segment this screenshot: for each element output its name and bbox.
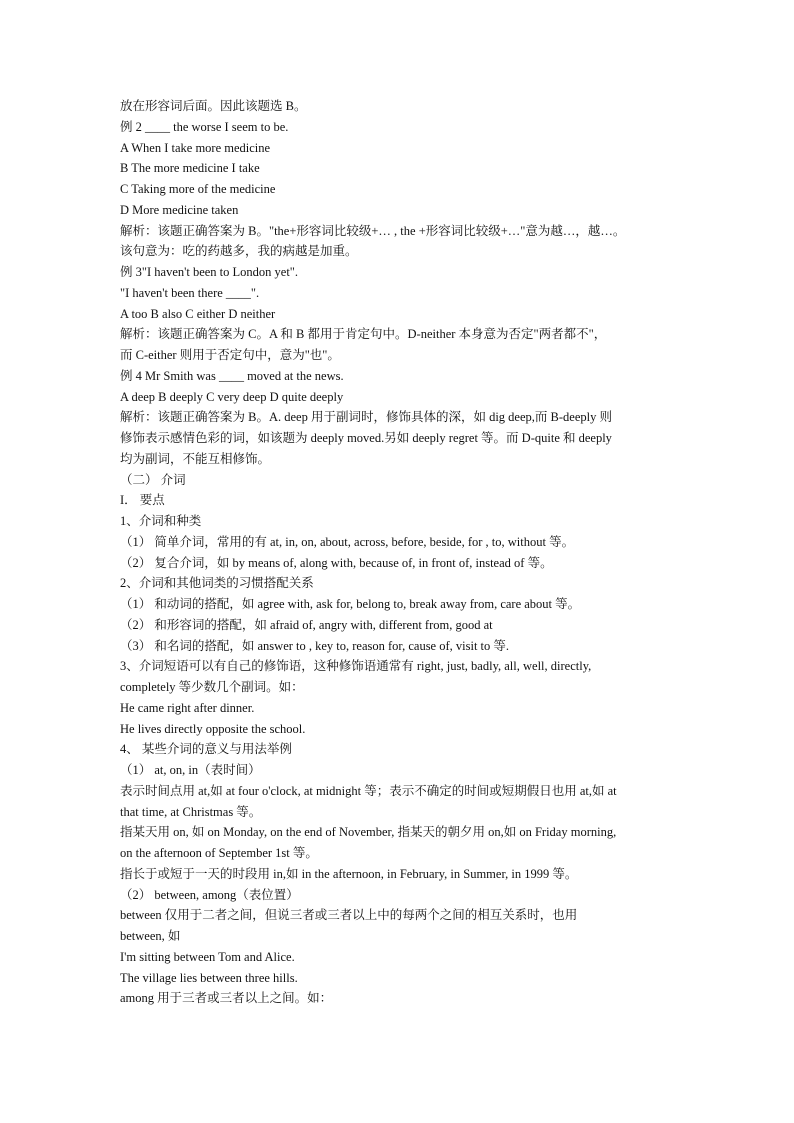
text-line: between 仅用于二者之间，但说三者或三者以上中的每两个之间的相互关系时，也用 xyxy=(120,908,578,923)
text-line: A too B also C either D neither xyxy=(120,306,276,321)
text-line: 解析：该题正确答案为 B。"the+形容词比较级+… , the +形容词比较级+…"意为越…，越…。 xyxy=(120,223,626,238)
text-line: that time, at Christmas 等。 xyxy=(120,804,262,819)
text-line: I'm sitting between Tom and Alice. xyxy=(120,949,295,964)
text-line: （2） between, among（表位置） xyxy=(120,887,299,902)
text-line: （3） 和名词的搭配，如 answer to , key to, reason for, cause of, visit to 等. xyxy=(120,638,510,653)
text-line: 例 4 Mr Smith was ____ moved at the news. xyxy=(120,368,344,383)
text-line: 4、 某些介词的意义与用法举例 xyxy=(120,742,292,757)
text-line: 例 2 ____ the worse I seem to be. xyxy=(120,119,289,134)
text-line: "I haven't been there ____". xyxy=(120,285,260,300)
text-line: 而 C-either 则用于否定句中，意为"也"。 xyxy=(120,348,340,362)
text-line: on the afternoon of September 1st 等。 xyxy=(120,846,318,860)
text-line: 例 3"I haven't been to London yet". xyxy=(120,265,299,279)
text-line: The village lies between three hills. xyxy=(120,970,298,985)
text-line: （1） 和动词的搭配，如 agree with, ask for, belong to, break away from, care about 等。 xyxy=(120,597,581,611)
text-line: （2） 和形容词的搭配，如 afraid of, angry with, different from, good at xyxy=(120,617,493,632)
text-line: 修饰表示感情色彩的词，如该题为 deeply moved.另如 deeply regret 等。而 D-quite 和 deeply xyxy=(120,431,612,445)
text-line: 表示时间点用 at,如 at four o'clock, at midnight 等；表示不确定的时间或短期假日也用 at,如 at xyxy=(120,783,617,798)
text-line: A When I take more medicine xyxy=(120,140,271,155)
text-line: （1） 简单介词，常用的有 at, in, on, about, across, before, beside, for , to, without 等。 xyxy=(120,534,575,549)
text-line: （2） 复合介词，如 by means of, along with, because of, in front of, instead of 等。 xyxy=(120,555,553,570)
text-line: 指长于或短于一天的时段用 in,如 in the afternoon, in February, in Summer, in 1999 等。 xyxy=(120,866,578,881)
text-line: C Taking more of the medicine xyxy=(120,182,276,196)
text-line: （1） at, on, in（表时间） xyxy=(120,763,261,777)
text-line: He lives directly opposite the school. xyxy=(120,721,306,736)
text-line: B The more medicine I take xyxy=(120,161,260,176)
text-line: 解析：该题正确答案为 B。A. deep 用于副词时，修饰具体的深，如 dig deep,而 B-deeply 则 xyxy=(120,410,612,425)
text-line: between, 如 xyxy=(120,929,181,943)
text-line: He came right after dinner. xyxy=(120,700,255,715)
text-line: among 用于三者或三者以上之间。如： xyxy=(120,991,333,1006)
text-line: I． 要点 xyxy=(120,493,165,508)
text-line: 指某天用 on, 如 on Monday, on the end of November, 指某天的朝夕用 on,如 on Friday morning, xyxy=(120,825,617,840)
text-line: 3、介词短语可以有自己的修饰语，这种修饰语通常有 right, just, badly, all, well, directly, xyxy=(120,659,592,674)
text-line: 该句意为：吃的药越多，我的病越是加重。 xyxy=(120,244,358,259)
text-line: 均为副词，不能互相修饰。 xyxy=(120,451,271,466)
text-line: 放在形容词后面。因此该题选 B。 xyxy=(120,99,307,113)
document-body xyxy=(120,96,690,1009)
text-line: （二） 介词 xyxy=(120,472,186,487)
text-line: 2、介词和其他词类的习惯搭配关系 xyxy=(120,576,314,591)
text-line: D More medicine taken xyxy=(120,202,239,217)
text-line: 1、介词和种类 xyxy=(120,514,202,528)
text-line: completely 等少数几个副词。如： xyxy=(120,680,304,694)
text-line: A deep B deeply C very deep D quite deeply xyxy=(120,389,344,404)
text-line: 解析：该题正确答案为 C。A 和 B 都用于肯定句中。D-neither 本身意为否定"两者都不"， xyxy=(120,327,607,342)
